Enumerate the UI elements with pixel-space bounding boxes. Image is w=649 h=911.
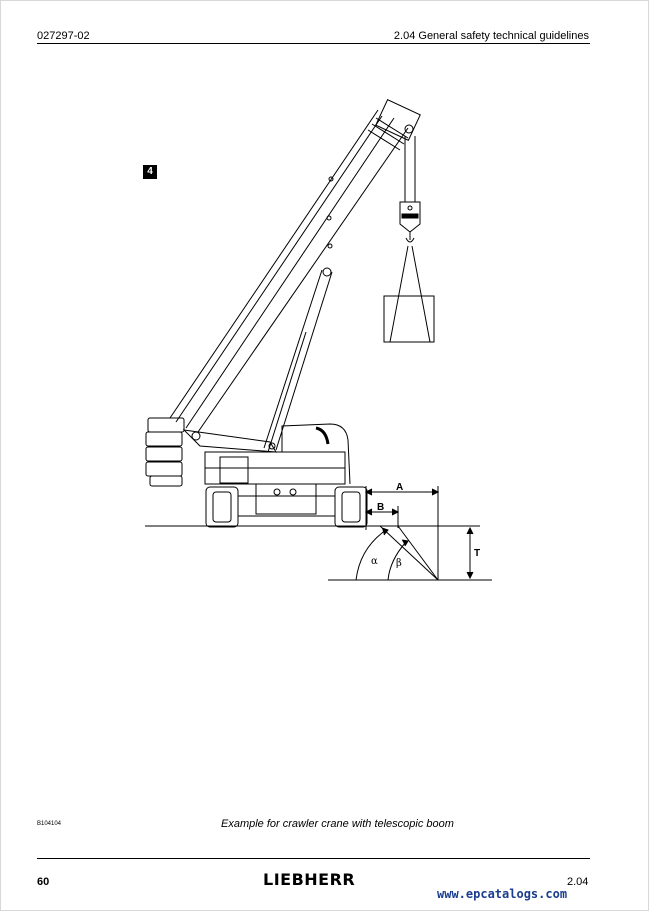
telescopic-boom <box>170 100 420 432</box>
label-b: B <box>377 502 385 513</box>
label-t: T <box>474 548 481 559</box>
boom-pivot <box>184 430 276 452</box>
counterweight <box>146 418 184 486</box>
angle-alpha-arc <box>356 530 386 580</box>
label-alpha: α <box>371 556 378 567</box>
document-number: 027297-02 <box>37 30 90 42</box>
brand-logo: LIEBHERR <box>263 870 356 889</box>
slope-line-1 <box>380 526 438 580</box>
watermark: www.epcatalogs.com <box>437 887 568 901</box>
suspended-load <box>384 246 434 342</box>
slope-line-2 <box>398 526 438 580</box>
label-beta: β <box>396 558 402 569</box>
hook-block <box>400 136 420 242</box>
label-a: A <box>396 482 404 493</box>
footer-rule <box>37 858 590 859</box>
figure-id: B104104 <box>37 821 62 827</box>
figure-caption: Example for crawler crane with telescopic boom <box>221 818 454 830</box>
section-title: 2.04 General safety technical guidelines <box>393 30 589 42</box>
superstructure <box>205 424 350 484</box>
crawler-carrier <box>206 484 367 527</box>
page-number: 60 <box>37 876 50 888</box>
footer-section-number: 2.04 <box>567 876 589 888</box>
figure-badge: 4 <box>143 165 157 179</box>
